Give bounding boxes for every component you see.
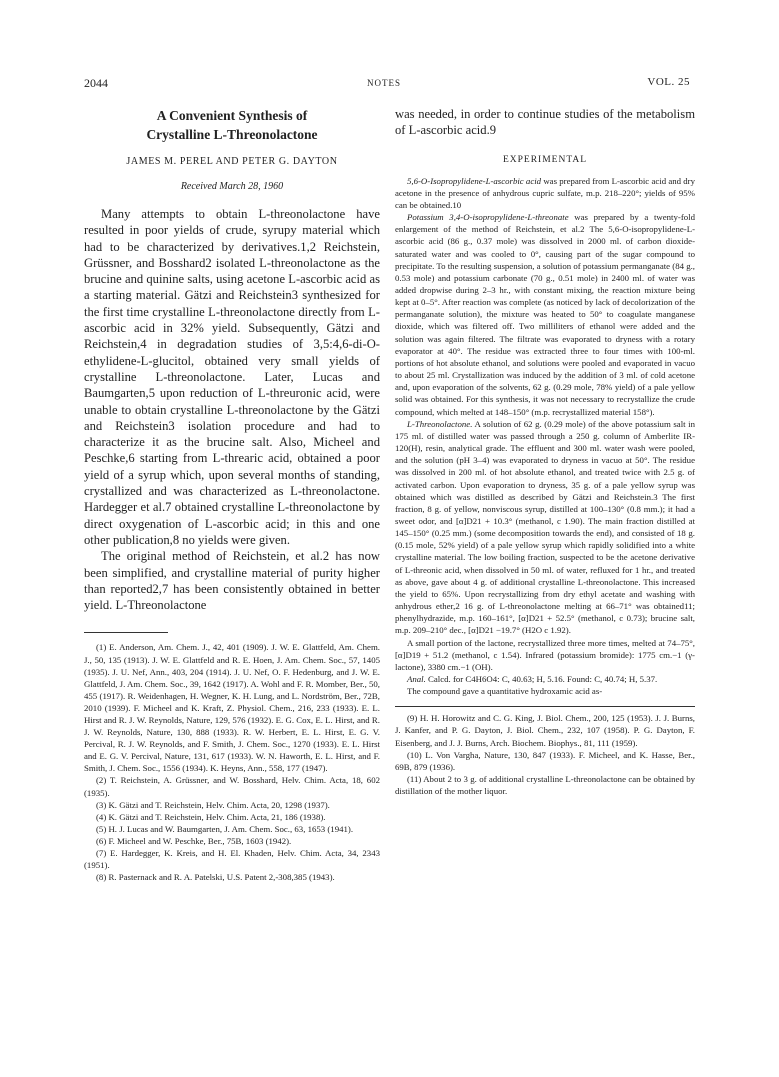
footnote: (10) L. Von Vargha, Nature, 130, 847 (1933). F. Micheel, and K. Hasse, Ber., 69B, 879 (1936). (395, 749, 695, 772)
page-number: 2044 (84, 76, 108, 90)
article-title-line1: A Convenient Synthesis of (156, 108, 308, 123)
compound-name: L-Threonolactone. (407, 418, 473, 429)
experimental-paragraph: Potassium 3,4-O-isopropylidene-L-threonate was prepared by a twenty-fold enlargement of the method of Reichstein, et al.2 The 5,6-O-isopropylidene-L-ascorbic acid (86 g., 0.37 mole) was dissolved in 2000 ml. of carbon dioxide-saturated water and was cooled to 0°, causing part of the sugar compound to precipitate. To the resulting suspension, a solution of potassium permanganate (84 g., 0.53 mole) and potassium carbonate (70 g., 0.51 mole) in 2400 ml. of water was added dropwise during 2–3 hr., with constant mixing, the reaction mixture being kept at 0–5°. After reaction was complete (as noticed by lack of decolorization of the permanganate solution), the mixture was heated to 50° to coagulate manganese dioxide, which was filtered off. Two milliliters of ethanol were added and the solution was again filtered. The filtrate was evaporated to dryness with a rotary evaporator at 40°. The residue was extracted three to four times with 100-ml. portions of hot absolute ethanol, and solutions were pooled and evaporated in vacuo to about 25 ml. Crystallization was induced by the addition of 3 ml. of cold acetone and, upon evaporation of the solvents, 62 g. (0.29 mole, 78% yield) of a pale yellow solid was obtained. For this synthesis, it was not necessary to recrystallize the crude compound, which melted at 148–150° (m.p. recrystallized material 158°). (395, 212, 695, 417)
continued-paragraph: was needed, in order to continue studies of the metabolism of L-ascorbic acid.9 (395, 107, 695, 138)
analysis-label: Anal. (407, 674, 426, 684)
footnote: (1) E. Anderson, Am. Chem. J., 42, 401 (1909). J. W. E. Glattfeld, Am. Chem. J., 50, 135 (1913). J. W. E. Glattfeld and R. E. Hoen, J. Am. Chem. Soc., 57, 1405 (1935). J. U. Nef, Ann., 403, 204 (1914). J. U. Nef, O. F. Hedenburg, and J. W. E. Glattfeld, J. Am. Chem. Soc., 39, 1642 (1917). A. Wohl and F. R. Momber, Ber., 50, 455 (1917). R. Weidenhagen, H. Wegner, K. H. Lung, and L. Nordström, Ber., 72B, 2010 (1939). F. Micheel and K. Kraft, Z. Physiol. Chem., 216, 233 (1933). E. L. Hirst and R. J. W. Reynolds, Nature, 129, 576 (1932). E. G. Cox, E. L. Hirst, and R. J. W. Reynolds, Nature, 130, 888 (1933). R. W. Herbert, E. L. Hirst, E. G. V. Percival, R. J. W. Reynolds, and F. Smith, J. Chem. Soc., 1270 (1933). E. L. Hirst and E. G. V. Percival, Nature, 131, 617 (1933). W. N. Haworth, E. L. Hirst, and F. Smith, J. Chem. Soc., 1556 (1934). K. Heyns, Ann., 558, 177 (1947). (84, 642, 380, 774)
footnote: (5) H. J. Lucas and W. Baumgarten, J. Am. Chem. Soc., 63, 1653 (1941). (96, 823, 354, 834)
article-authors: JAMES M. PEREL AND PETER G. DAYTON (126, 156, 338, 167)
experimental-paragraph: The compound gave a quantitative hydroxamic acid as- (407, 686, 603, 697)
experimental-paragraph: A small portion of the lactone, recrystallized three more times, melted at 74–75°, [α]D19 + 51.2 (methanol, c 1.54). Infrared (potassium bromide): 1775 cm.−1 (γ-lactone), 3380 cm.−1 (OH). (395, 637, 695, 672)
compound-name: 5,6-O-Isopropylidene-L-ascorbic acid (407, 175, 542, 186)
volume-number: VOL. 25 (647, 76, 690, 88)
article-title-line2: Crystalline L-Threonolactone (146, 127, 318, 142)
section-name: NOTES (367, 78, 401, 88)
footnote: (8) R. Pasternack and R. A. Patelski, U.S. Patent 2,-308,385 (1943). (96, 872, 335, 883)
footnote-divider (395, 706, 695, 707)
method-paragraph: The original method of Reichstein, et al.2 has now been simplified, and crystalline material of purity higher than reported2,7 has been consistently obtained in better yield. L-Threonolactone (84, 549, 380, 613)
footnote: (4) K. Gätzi and T. Reichstein, Helv. Chim. Acta, 21, 186 (1938). (96, 811, 326, 822)
experimental-paragraph: 5,6-O-Isopropylidene-L-ascorbic acid was prepared from L-ascorbic acid and dry acetone in the presence of anhydrous cupric sulfate, m.p. 218–220°; yields of 95% can be obtained.10 (395, 175, 695, 210)
left-column (84, 106, 380, 883)
footnote: (11) About 2 to 3 g. of additional crystalline L-threonolactone can be obtained by distillation of the mother liquor. (395, 773, 695, 796)
running-header (84, 76, 690, 92)
experimental-heading: EXPERIMENTAL (502, 154, 588, 165)
footnote-divider (84, 632, 168, 633)
experimental-paragraph: Anal. Calcd. for C4H6O4: C, 40.63; H, 5.16. Found: C, 40.74; H, 5.37. (407, 674, 658, 684)
footnotes-right (395, 712, 695, 797)
footnote: (3) K. Gätzi and T. Reichstein, Helv. Chim. Acta, 20, 1298 (1937). (96, 799, 330, 810)
experimental-section (395, 175, 695, 698)
experimental-paragraph: L-Threonolactone. A solution of 62 g. (0.29 mole) of the above potassium salt in 175 ml. of distilled water was passed through a 250 g. column of Amberlite IR-120(H), resin, analytical grade. The effluent and 300 ml. water wash were pooled, and the solution (pH 3–4) was evaporated to dryness in vacuo at 50°. The residue was dissolved in 200 ml. of hot absolute ethanol, and treated twice with 2.5 g. of activated carbon. Upon evaporation to dryness, 35 g. of a pale yellow syrup was obtained which was distilled as described by Gätzi and Reichstein.3 The first fraction, 8 g. of yellow, nonviscous syrup, distilled at 100–130° (0.8 mm.); it had a sweet odor, and [α]D21 + 10.3° (methanol, c 1.90). The main fraction distilled at 145–150° (0.25 mm.) (some decomposition towards the end), and consisted of 18 g. (0.15 mole, 52% yield) of a pale yellow syrup which rapidly solidified into a white crystalline material. The low boiling fraction, suspected to be the acetone derivative of L-threonic acid, when dissolved in 50 ml. of water, refluxed for 1 hr., and treated as above, gave about 4 g. of additional crystalline L-threonolactone. This increased the yield to 65%. Upon recrystallizing from dry ethyl acetate and washing with anhydrous ether,2 16 g. of L-threonolactone melting at 66–71° was obtained11; phenylhydrazide, m.p. 160–161°, [α]D21 + 52.5° (methanol, c 0.73); brucine salt, m.p. 209–210° dec., [α]D21 −19.7° (H2O c 1.92). (395, 418, 695, 636)
intro-paragraph: Many attempts to obtain L-threonolactone have resulted in poor yields of crude, syrupy material which had to be characterized by derivatives.1,2 Reichstein, Grüssner, and Bosshard2 isolated L-threonolactone as the brucine and quinine salts, using acetone L-ascorbic acid as a starting material. Gätzi and Reichstein3 synthesized for the first time crystalline L-threonolactone directly from L-ascorbic acid in 32% yield. Subsequently, Gätzi and Reichstein,4 in degradation studies of 3,5:4,6-di-O-ethylidene-L-glucitol, obtained very small yields of crystalline L-threonolactone. Later, Lucas and Baumgarten,5 upon reduction of L-threuronic acid, were unable to obtain crystalline L-threonolactone by the Gätzi and Reichstein3 isolation procedure and had to characterize it as the brucine salt. Also, Micheel and Peschke,6 starting from L-threaric acid, obtained a poor yield of a syrup which, upon several months of standing, crystallized and was characterized as L-threonolactone. Hardegger et al.7 obtained crystalline L-threonolactone by direct oxygenation of L-ascorbic acid; in this and one other publication,8 no yields were given. (84, 207, 380, 547)
footnote: (6) F. Micheel and W. Peschke, Ber., 75B, 1603 (1942). (96, 835, 292, 846)
footnote: (9) H. H. Horowitz and C. G. King, J. Biol. Chem., 200, 125 (1953). J. J. Burns, J. Kanfer, and P. G. Dayton, J. Biol. Chem., 232, 107 (1958). P. G. Dayton, F. Eisenberg, and J. J. Burns, Arch. Biochem. Biophys., 81, 111 (1959). (395, 713, 695, 748)
received-date: Received March 28, 1960 (180, 181, 284, 192)
compound-name: Potassium 3,4-O-isopropylidene-L-threonate (407, 212, 569, 223)
footnotes-left (84, 641, 380, 883)
footnote: (7) E. Hardegger, K. Kreis, and H. El. Khaden, Helv. Chim. Acta, 34, 2343 (1951). (84, 848, 380, 871)
footnote: (2) T. Reichstein, A. Grüssner, and W. Bosshard, Helv. Chim. Acta, 18, 602 (1935). (84, 775, 380, 798)
right-column (395, 106, 695, 797)
